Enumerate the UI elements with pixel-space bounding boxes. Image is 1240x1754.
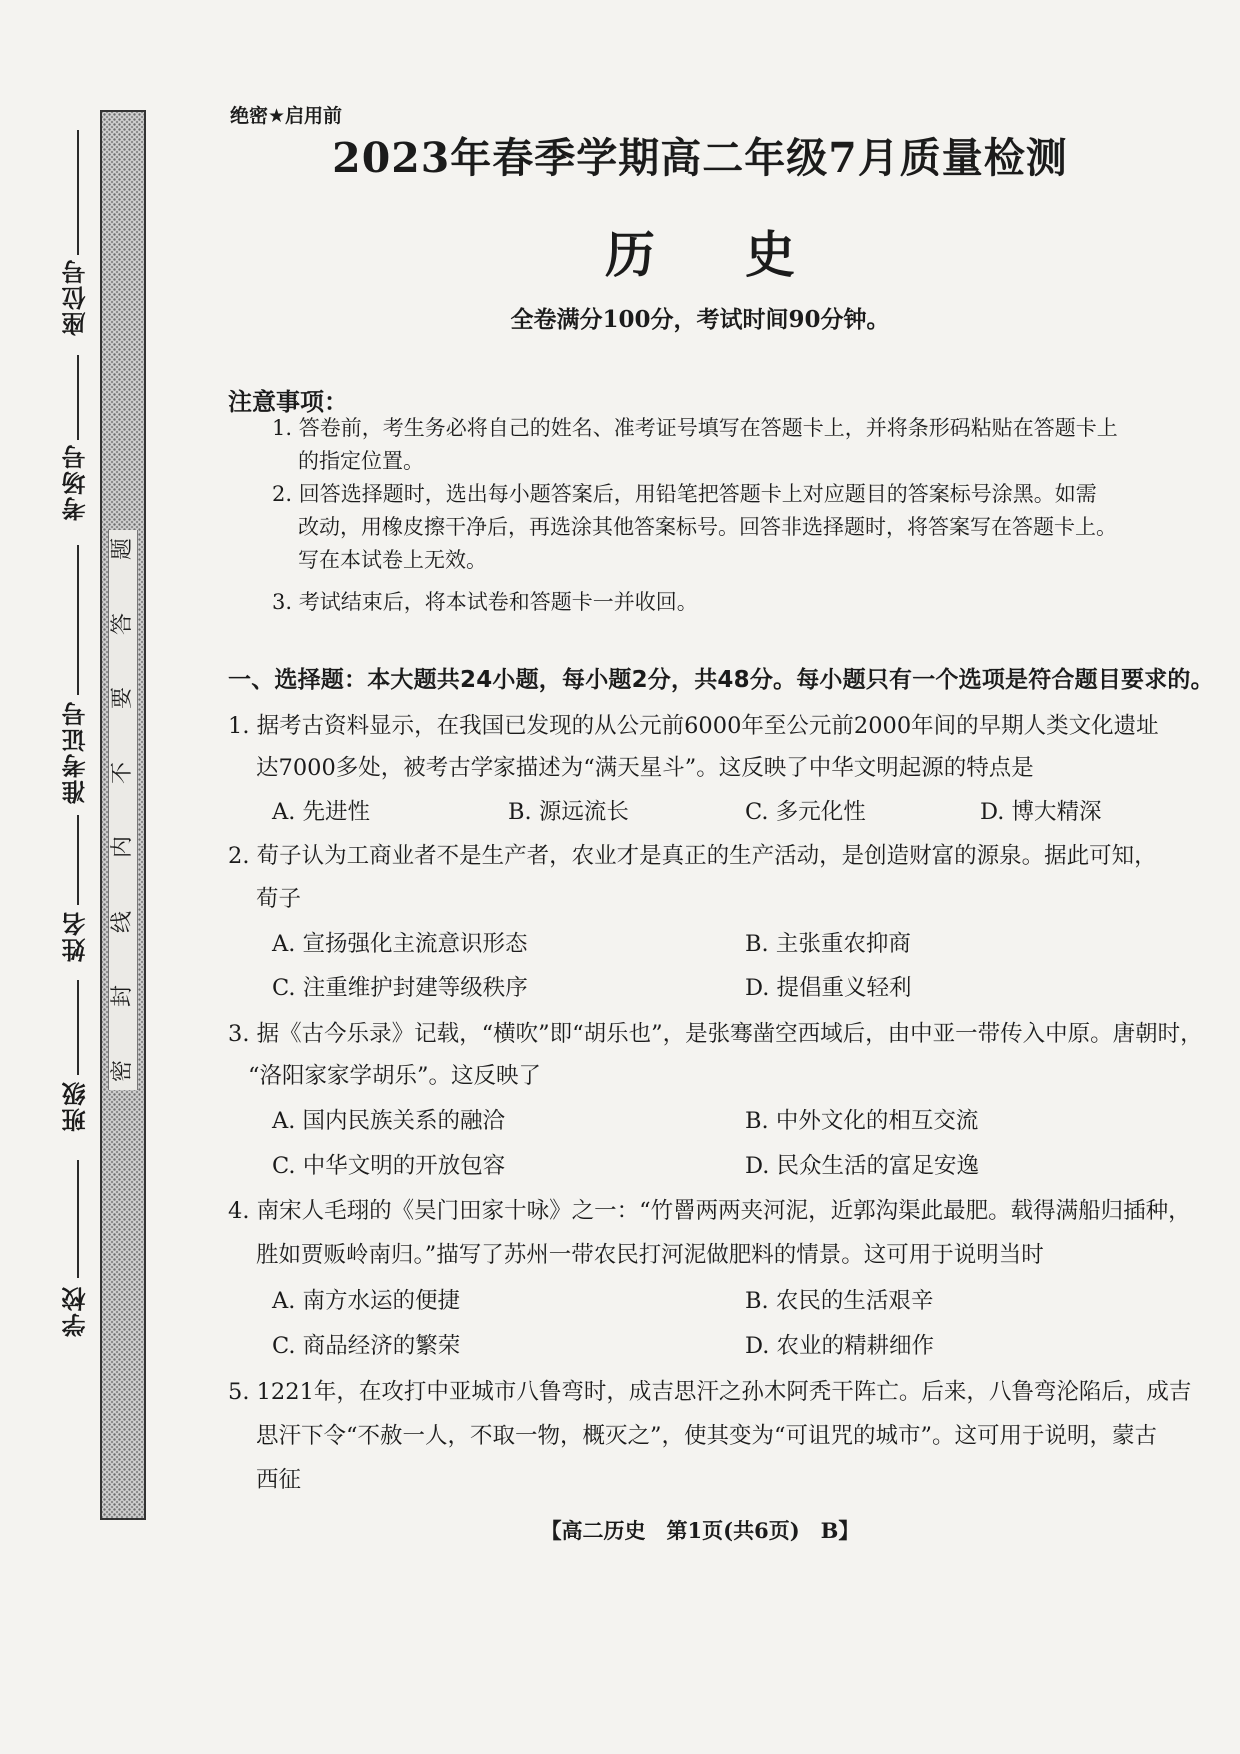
notice-item-2: [272, 478, 1162, 577]
notice-line: 2. 回答选择题时，选出每小题答案后，用铅笔把答题卡上对应题目的答案标号涂黑。如需: [272, 482, 1097, 506]
question-stem-line: 1. 据考古资料显示，在我国已发现的从公元前6000年至公元前2000年间的早期人类文化遗址: [228, 713, 1159, 739]
question-stem-line: “洛阳家家学胡乐”。这反映了: [248, 1063, 542, 1089]
section-heading: 一、选择题：本大题共24小题，每小题2分，共48分。每小题只有一个选项是符合题目要求的。: [228, 667, 1214, 693]
option-a: A. 先进性: [272, 799, 371, 825]
option-b: B. 源远流长: [508, 799, 629, 825]
exam-room-fill-line: [77, 355, 79, 440]
seal-char: 要: [109, 687, 135, 710]
seal-char: 答: [109, 612, 135, 635]
notice-line: 写在本试卷上无效。: [298, 548, 487, 572]
question-stem-line: 荀子: [256, 886, 302, 912]
option-c: C. 商品经济的繁荣: [272, 1333, 461, 1359]
seal-band: [108, 530, 138, 1090]
option-d: D. 提倡重义轻利: [745, 975, 912, 1001]
question-stem-line: 5. 1221年，在攻打中亚城市八鲁弯时，成吉思汗之孙木阿秃干阵亡。后来，八鲁弯沦陷后，成吉: [228, 1379, 1192, 1405]
name-fill-line: [77, 815, 79, 905]
option-d: D. 民众生活的富足安逸: [745, 1153, 980, 1179]
seal-char: 题: [109, 537, 135, 561]
option-b: B. 主张重农抑商: [745, 931, 911, 957]
class-label: 班级: [62, 1080, 90, 1132]
secret-mark: 绝密★启用前: [230, 105, 343, 127]
subject-title: 历史: [605, 226, 885, 284]
seal-char: 不: [109, 761, 135, 784]
option-c: C. 中华文明的开放包容: [272, 1153, 506, 1179]
notice-line: 改动，用橡皮擦干净后，再选涂其他答案标号。回答非选择题时，将答案写在答题卡上。: [298, 515, 1117, 539]
question-stem-line: 思汗下令“不赦一人，不取一物，概灭之”，使其变为“可诅咒的城市”。这可用于说明，蒙古: [256, 1423, 1158, 1449]
notice-item-1: [272, 412, 1162, 478]
school-label: 学校: [62, 1285, 90, 1337]
option-a: A. 南方水运的便捷: [272, 1288, 461, 1314]
option-c: C. 多元化性: [745, 799, 866, 825]
notice-item-3: [272, 586, 1162, 619]
class-fill-line: [77, 980, 79, 1075]
page-footer: 【高二历史 第1页(共6页) B】: [540, 1518, 860, 1543]
admission-no-fill-line: [77, 545, 79, 695]
option-a: A. 国内民族关系的融洽: [272, 1108, 506, 1134]
question-stem-line: 4. 南宋人毛珝的《吴门田家十咏》之一：“竹罾两两夹河泥，近郭沟渠此最肥。载得满船归插种，: [228, 1198, 1191, 1224]
seal-char: 封: [109, 985, 135, 1008]
exam-room-label: 考场号: [62, 443, 90, 521]
option-d: D. 农业的精耕细作: [745, 1333, 935, 1359]
score-time-note: 全卷满分100分，考试时间90分钟。: [510, 306, 890, 333]
seal-char: 内: [109, 836, 135, 859]
seat-fill-line: [77, 130, 79, 255]
option-b: B. 农民的生活艰辛: [745, 1288, 934, 1314]
question-stem-line: 西征: [256, 1467, 302, 1493]
question-stem-line: 胜如贾贩岭南归。”描写了苏州一带农民打河泥做肥料的情景。这可用于说明当时: [256, 1242, 1044, 1268]
admission-no-label: 准考证号: [62, 700, 90, 804]
notice-line: 3. 考试结束后，将本试卷和答题卡一并收回。: [272, 590, 698, 614]
exam-title: 2023年春季学期高二年级7月质量检测: [332, 134, 1068, 182]
school-fill-line: [77, 1160, 79, 1278]
question-stem-line: 达7000多处，被考古学家描述为“满天星斗”。这反映了中华文明起源的特点是: [256, 755, 1034, 781]
notice-line: 的指定位置。: [298, 449, 424, 473]
question-stem-line: 3. 据《古今乐录》记载，“横吹”即“胡乐也”，是张骞凿空西域后，由中亚一带传入中原。唐朝时，: [228, 1021, 1203, 1047]
notice-heading: 注意事项：: [228, 388, 348, 416]
notice-line: 1. 答卷前，考生务必将自己的姓名、准考证号填写在答题卡上，并将条形码粘贴在答题卡上: [272, 416, 1118, 440]
option-d: D. 博大精深: [980, 799, 1102, 825]
name-label: 姓名: [62, 910, 90, 962]
option-c: C. 注重维护封建等级秩序: [272, 975, 528, 1001]
option-b: B. 中外文化的相互交流: [745, 1108, 979, 1134]
question-stem-line: 2. 荀子认为工商业者不是生产者，农业才是真正的生产活动，是创造财富的源泉。据此可知，: [228, 843, 1157, 869]
option-a: A. 宣扬强化主流意识形态: [272, 931, 528, 957]
seal-char: 密: [109, 1059, 135, 1082]
seal-char: 线: [109, 910, 135, 933]
seat-label: 座位号: [62, 258, 90, 336]
